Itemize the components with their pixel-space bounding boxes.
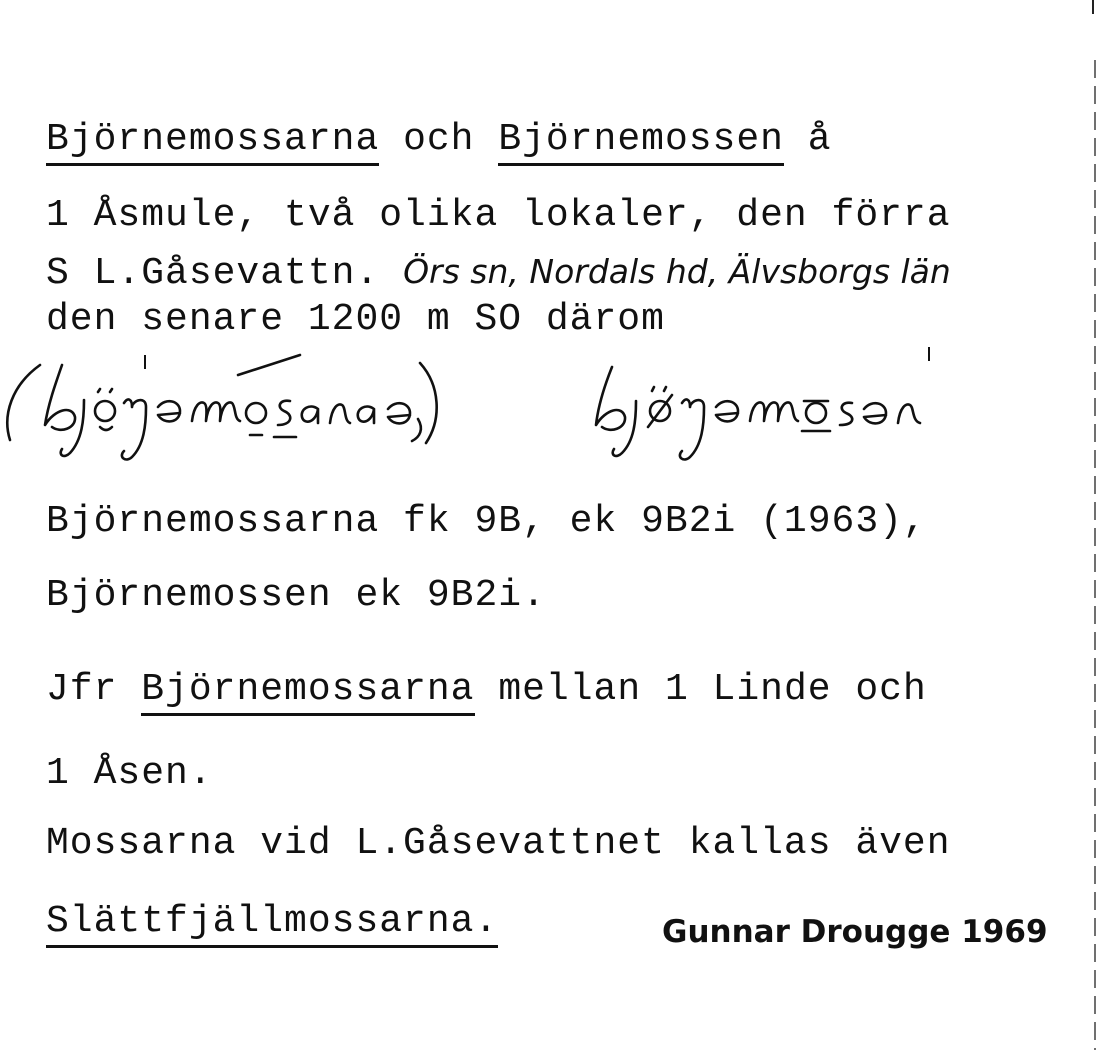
phonetic-handwriting <box>0 345 1104 475</box>
place-name-2: Björnemossen <box>498 118 784 166</box>
line-7-suffix: mellan 1 Linde och <box>498 668 927 711</box>
stamped-parish: Örs sn, Nordals hd, Älvsborgs län <box>403 252 951 291</box>
typed-location: S L.Gåsevattn. <box>46 252 380 295</box>
line-4: den senare 1200 m SO därom <box>46 298 665 341</box>
line-6: Björnemossen ek 9B2i. <box>46 574 546 617</box>
line-3 <box>46 250 951 296</box>
word-jfr: Jfr <box>46 668 118 711</box>
line-2: 1 Åsmule, två olika lokaler, den förra <box>46 194 951 237</box>
word-och: och <box>403 118 475 161</box>
edge-tick <box>1092 0 1094 14</box>
line-9: Mossarna vid L.Gåsevattnet kallas även <box>46 822 951 865</box>
word-a: å <box>807 118 832 161</box>
line-5: Björnemossarna fk 9B, ek 9B2i (1963), <box>46 500 927 543</box>
card-edge-line <box>1094 60 1096 1050</box>
place-name-1: Björnemossarna <box>46 118 379 166</box>
line-1 <box>46 118 832 162</box>
place-name-3: Björnemossarna <box>141 668 474 716</box>
line-10 <box>46 900 498 944</box>
phonetic-transcription <box>0 345 1104 475</box>
signature-stamp: Gunnar Drougge 1969 <box>662 914 1048 950</box>
line-8: 1 Åsen. <box>46 752 213 795</box>
place-name-4: Slättfjällmossarna. <box>46 900 498 948</box>
line-7 <box>46 668 927 712</box>
